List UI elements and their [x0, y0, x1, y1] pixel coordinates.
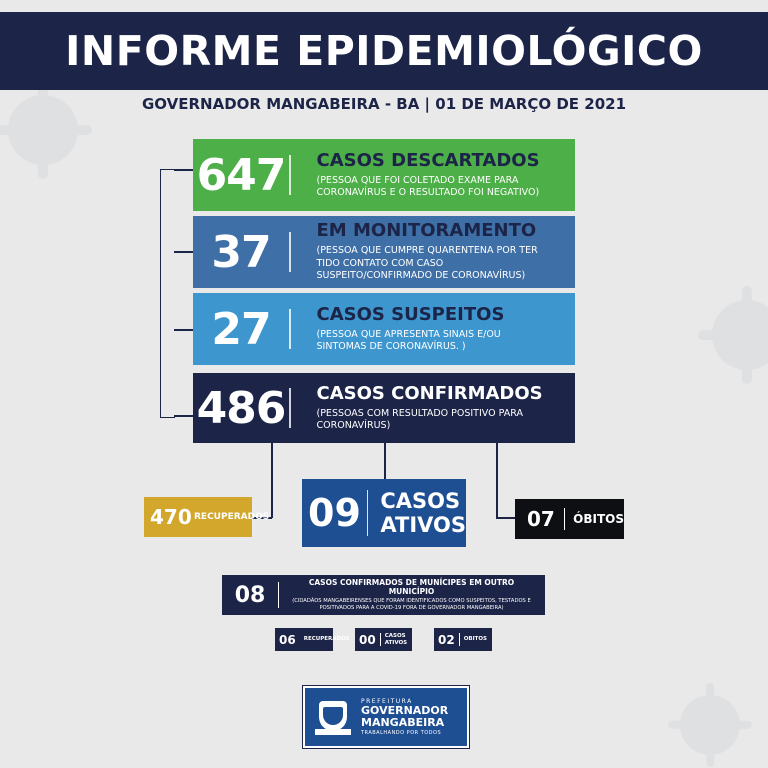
logo-prefix: PREFEITURA: [361, 698, 413, 705]
ativos-label: [380, 489, 466, 537]
logo-name-line1: GOVERNADOR: [361, 704, 449, 717]
card-divider: [289, 155, 291, 195]
cards-bracket: [160, 169, 175, 418]
card-title: CASOS SUSPEITOS: [316, 303, 505, 325]
recuperados-value: 470: [150, 505, 192, 529]
outro-title: CASOS CONFIRMADOS DE MUNÍCIPES EM OUTRO MUNICÍPIO: [308, 578, 515, 596]
outro-obitos-divider: [459, 633, 460, 646]
card-title: EM MONITORAMENTO: [316, 220, 537, 242]
connector-line: [496, 443, 498, 518]
bracket-tick: [174, 415, 193, 417]
bracket-tick: [174, 329, 193, 331]
card-confirmados: [193, 373, 575, 443]
location-date: GOVERNADOR MANGABEIRA - BA | 01 DE MARÇO DE 2021: [141, 95, 627, 113]
logo-name-line2: MANGABEIRA: [361, 716, 445, 729]
outro-divider: [278, 582, 279, 608]
obitos-box: [515, 499, 624, 539]
card-value: 647: [196, 149, 286, 201]
connector-line: [496, 517, 516, 519]
outro-ativos-label-line1: CASOS: [384, 632, 406, 639]
card-value: 486: [196, 382, 286, 434]
outro-ativos-label: [385, 633, 407, 647]
obitos-label: ÓBITOS: [573, 512, 624, 526]
card-title: CASOS CONFIRMADOS: [316, 382, 543, 404]
virus-decoration-right: [712, 300, 768, 370]
ativos-label-line2: ATIVOS: [380, 513, 466, 537]
card-monitoramento: [193, 216, 575, 288]
obitos-value: 07: [527, 507, 555, 531]
outro-obitos-label: OBITOS: [463, 636, 488, 642]
virus-decoration-bottom: [680, 695, 740, 755]
outro-recuperados-box: [275, 628, 350, 651]
card-description: (PESSOA QUE APRESENTA SINAIS E/OU SINTOMAS DE CORONAVÍRUS. ): [316, 328, 501, 352]
card-description: (PESSOA QUE FOI COLETADO EXAME PARA CORONAVÍRUS E O RESULTADO FOI NEGATIVO): [316, 174, 540, 198]
outro-description: (CIDADÃOS MANGABEIRENSES QUE FORAM IDENTIFICADOS COMO SUSPEITOS, TESTADOS E POSITIVADOS PARA A COVID-19 FORA DE GOVERNADOR MANGABEIRA): [292, 598, 531, 611]
recuperados-label: RECUPERADOS: [194, 512, 270, 522]
bracket-tick: [174, 251, 193, 253]
card-description: (PESSOAS COM RESULTADO POSITIVO PARA CORONAVÍRUS): [316, 407, 523, 431]
recuperados-box: [144, 497, 270, 537]
outro-municipio-box: [222, 575, 545, 615]
card-divider: [289, 309, 291, 349]
connector-line: [384, 443, 386, 479]
card-divider: [289, 388, 291, 428]
outro-ativos-label-line2: ATIVOS: [384, 639, 408, 646]
outro-ativos-divider: [380, 633, 381, 646]
outro-ativos-box: [355, 628, 412, 651]
page-title: INFORME EPIDEMIOLÓGICO: [65, 27, 703, 75]
coat-of-arms-icon: [313, 695, 353, 739]
header-banner: [0, 12, 768, 90]
connector-line: [271, 443, 273, 518]
outro-obitos-value: 02: [438, 632, 455, 647]
outro-ativos-value: 00: [359, 632, 376, 647]
ativos-value: 09: [308, 491, 361, 535]
obitos-divider: [564, 508, 565, 530]
bracket-tick: [174, 169, 193, 171]
outro-recuperados-label: RECUPERADOS: [303, 636, 350, 642]
outro-value: 08: [234, 582, 266, 608]
card-suspeitos: [193, 293, 575, 365]
ativos-box: [302, 479, 466, 547]
card-value: 37: [211, 226, 271, 278]
ativos-divider: [367, 490, 368, 536]
outro-recuperados-value: 06: [279, 632, 296, 647]
card-description: (PESSOA QUE CUMPRE QUARENTENA POR TER TIDO CONTATO COM CASO SUSPEITO/CONFIRMADO DE CORONAVÍRUS): [316, 245, 538, 282]
ativos-label-line1: CASOS: [380, 489, 461, 513]
logo-tagline: TRABALHANDO POR TODOS: [361, 730, 442, 736]
card-divider: [289, 232, 291, 272]
outro-obitos-box: [434, 628, 492, 651]
prefeitura-logo: [303, 686, 469, 748]
card-title: CASOS DESCARTADOS: [316, 149, 540, 171]
card-descartados: [193, 139, 575, 211]
card-value: 27: [211, 303, 271, 355]
